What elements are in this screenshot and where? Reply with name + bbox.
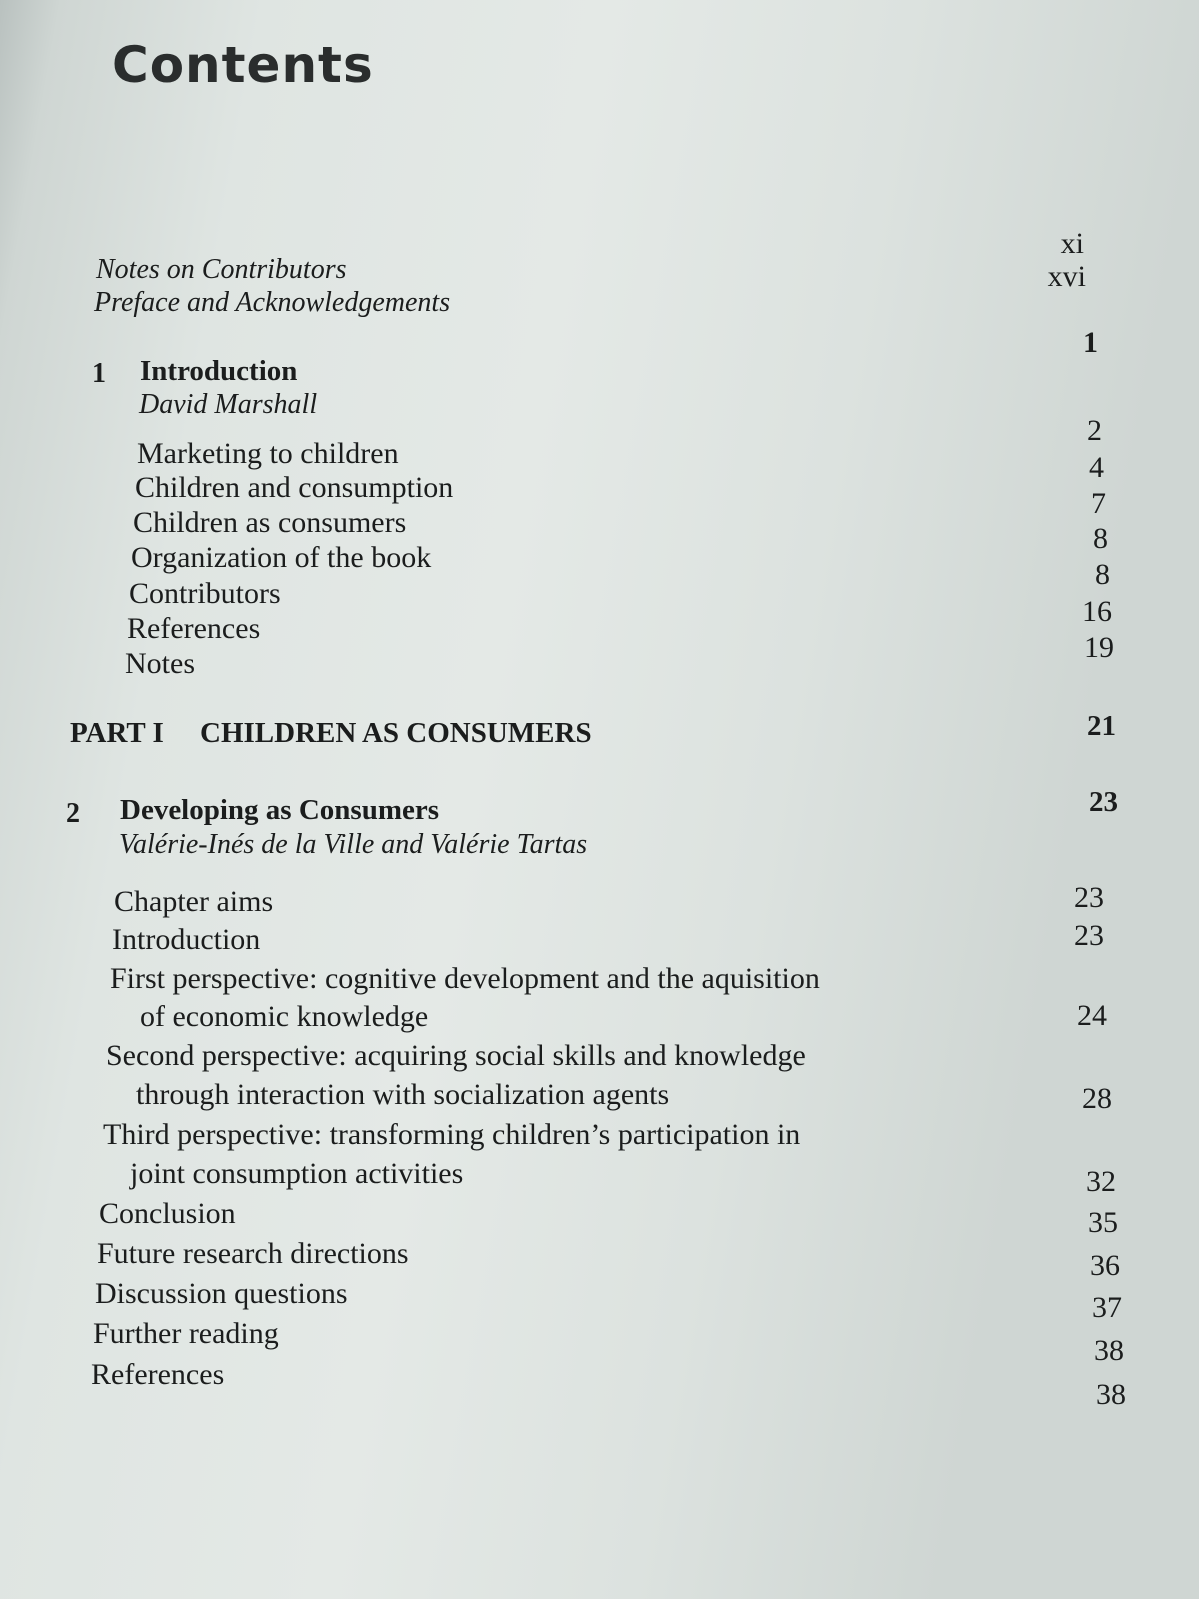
toc-section-title: Second perspective: acquiring social skills and knowledge [106,1039,806,1072]
toc-section-title: Organization of the book [131,541,432,574]
part-label: PART I [70,717,164,749]
toc-section-title: References [127,612,261,645]
toc-section-page: 16 [1082,595,1112,628]
toc-section-page: 36 [1090,1249,1120,1282]
toc-section-page: 2 [1087,414,1102,447]
toc-section-page: 23 [1074,881,1104,914]
part-title: CHILDREN AS CONSUMERS [200,717,592,749]
toc-section-title: Discussion questions [95,1277,348,1310]
toc-section-title: Children as consumers [133,506,407,539]
toc-section-title-continued: joint consumption activities [130,1157,464,1190]
chapter-page: 1 [1083,326,1098,359]
toc-entry-title: Notes on Contributors [96,254,347,285]
toc-section-title: Introduction [112,923,261,956]
toc-section-page: 38 [1094,1334,1124,1367]
toc-section-page: 28 [1082,1082,1112,1115]
toc-entry-page: xi [1060,227,1084,260]
toc-section-page: 32 [1086,1165,1116,1198]
toc-section-page: 19 [1084,631,1114,664]
toc-section-page: 23 [1074,919,1104,952]
toc-section-title-continued: of economic knowledge [140,1000,429,1033]
toc-section-title: First perspective: cognitive development and the aquisition [110,962,820,995]
toc-section-title: Third perspective: transforming children’s participation in [103,1118,801,1151]
toc-section-title: References [91,1358,225,1391]
chapter-author: David Marshall [139,389,318,420]
toc-section-title: Contributors [129,577,281,610]
chapter-number: 2 [66,798,80,829]
toc-entry-title: Preface and Acknowledgements [94,287,451,318]
toc-section-page: 37 [1092,1291,1122,1324]
toc-section-page: 35 [1088,1206,1118,1239]
toc-section-title: Conclusion [99,1197,236,1230]
toc-section-page: 8 [1095,558,1110,591]
chapter-author: Valérie-Inés de la Ville and Valérie Tartas [119,829,588,860]
toc-section-title: Further reading [93,1317,279,1350]
toc-section-title-continued: through interaction with socialization agents [136,1078,670,1111]
toc-section-page: 7 [1091,487,1106,520]
contents-heading: Contents [112,36,374,94]
chapter-title: Developing as Consumers [120,794,440,826]
part-page: 21 [1087,710,1116,742]
toc-entry-page: xvi [1047,260,1086,293]
chapter-title: Introduction [140,355,298,387]
toc-section-title: Future research directions [97,1237,409,1270]
toc-section-title: Children and consumption [135,471,454,504]
toc-section-page: 38 [1096,1378,1126,1411]
toc-section-page: 4 [1089,451,1104,484]
toc-section-title: Chapter aims [114,885,274,918]
toc-section-title: Marketing to children [137,437,399,470]
toc-section-page: 8 [1093,522,1108,555]
chapter-number: 1 [92,358,106,389]
toc-section-title: Notes [125,647,195,680]
toc-section-page: 24 [1077,999,1107,1032]
chapter-page: 23 [1089,786,1118,818]
